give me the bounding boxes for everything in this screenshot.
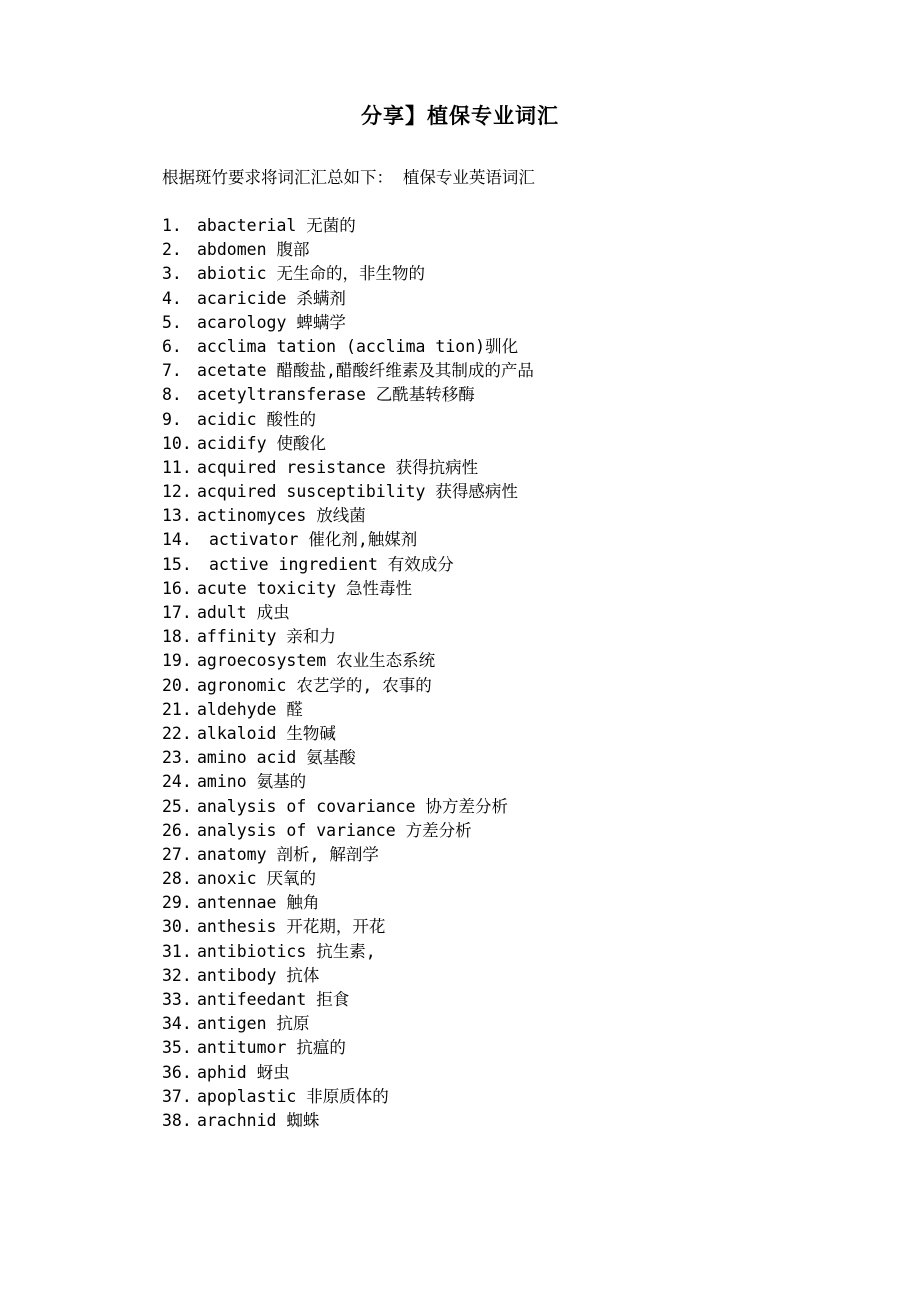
list-item [162,1061,552,1085]
item-number: 19. [162,651,192,671]
item-number: 22. [162,723,192,743]
vocabulary-list [162,214,552,1133]
item-number: 8. [162,385,182,405]
intro-paragraph: 根据斑竹要求将词汇汇总如下： 植保专业英语词汇 [162,168,535,187]
list-item [162,915,552,939]
item-text: acetate 醋酸盐,醋酸纤维素及其制成的产品 [197,361,534,381]
item-number: 14. [162,530,192,550]
item-number: 37. [162,1086,192,1106]
item-text: acclima tation (acclima tion)驯化 [197,336,519,356]
item-number: 9. [162,409,182,429]
item-text: antibiotics 抗生素, [197,941,376,961]
item-text: activator 催化剂,触媒剂 [209,530,418,550]
list-item [162,940,552,964]
list-item [162,988,552,1012]
item-text: antennae 触角 [197,893,320,913]
item-text: anthesis 开花期，开花 [197,917,386,937]
item-number: 11. [162,457,192,477]
item-text: acidify 使酸化 [197,433,326,453]
list-item [162,891,552,915]
item-text: acarology 蜱螨学 [197,312,346,332]
item-text: analysis of variance 方差分析 [197,820,472,840]
item-number: 32. [162,965,192,985]
item-number: 30. [162,917,192,937]
list-item [162,383,552,407]
list-item [162,649,552,673]
list-item [162,601,552,625]
item-text: acquired susceptibility 获得感病性 [197,482,518,502]
item-text: agroecosystem 农业生态系统 [197,651,436,671]
item-number: 18. [162,627,192,647]
list-item [162,577,552,601]
item-number: 2. [162,240,182,260]
list-item [162,214,552,238]
list-item [162,408,552,432]
list-item [162,287,552,311]
item-text: adult 成虫 [197,603,290,622]
item-number: 34. [162,1014,192,1034]
item-text: anatomy 剖析, 解剖学 [197,844,379,864]
item-text: aphid 蚜虫 [197,1062,290,1082]
item-text: aldehyde 醛 [197,699,303,719]
item-text: analysis of covariance 协方差分析 [197,796,508,816]
list-item [162,964,552,988]
item-text: arachnid 蜘蛛 [197,1110,320,1130]
item-text: amino 氨基的 [197,772,307,792]
item-number: 12. [162,482,192,502]
item-number: 25. [162,796,192,816]
item-number: 26. [162,820,192,840]
list-item [162,480,552,504]
item-number: 36. [162,1062,192,1082]
list-item [162,238,552,262]
document-title: 分享】植保专业词汇 [361,103,559,128]
list-item [162,359,552,383]
item-number: 4. [162,288,182,308]
item-text: agronomic 农艺学的, 农事的 [197,675,432,695]
item-number: 31. [162,941,192,961]
item-text: antigen 抗原 [197,1014,310,1034]
item-number: 7. [162,361,182,381]
item-text: apoplastic 非原质体的 [197,1086,389,1106]
list-item [162,1012,552,1036]
item-number: 13. [162,506,192,526]
item-number: 21. [162,699,192,719]
item-number: 5. [162,312,182,332]
item-number: 28. [162,869,192,889]
item-text: amino acid 氨基酸 [197,748,356,768]
list-item [162,335,552,359]
item-number: 16. [162,578,192,598]
list-item [162,698,552,722]
list-item [162,722,552,746]
list-item [162,553,552,577]
list-item [162,1036,552,1060]
item-number: 27. [162,844,192,864]
item-number: 6. [162,336,182,356]
item-text: actinomyces 放线菌 [197,506,366,526]
item-number: 15. [162,554,192,574]
item-text: affinity 亲和力 [197,627,336,647]
list-item [162,432,552,456]
list-item [162,843,552,867]
list-item [162,867,552,891]
list-item [162,625,552,649]
list-item [162,819,552,843]
list-item [162,795,552,819]
list-item [162,770,552,794]
list-item [162,674,552,698]
item-number: 23. [162,748,192,768]
item-number: 20. [162,675,192,695]
list-item [162,456,552,480]
item-text: antibody 抗体 [197,965,320,985]
item-number: 24. [162,772,192,792]
item-text: anoxic 厌氧的 [197,869,317,889]
item-text: antifeedant 拒食 [197,990,350,1009]
item-text: acute toxicity 急性毒性 [197,578,413,598]
item-text: antitumor 抗瘟的 [197,1038,346,1058]
item-text: abdomen 腹部 [197,240,310,260]
item-text: acaricide 杀螨剂 [197,288,346,308]
item-number: 1. [162,216,182,235]
item-number: 17. [162,603,192,622]
item-number: 29. [162,893,192,913]
item-text: acetyltransferase 乙酰基转移酶 [197,385,475,405]
item-text: alkaloid 生物碱 [197,723,336,743]
list-item [162,311,552,335]
list-item [162,1085,552,1109]
item-text: abiotic 无生命的，非生物的 [197,264,425,284]
list-item [162,746,552,770]
item-text: acquired resistance 获得抗病性 [197,457,479,477]
item-text: abacterial 无菌的 [197,216,356,235]
list-item [162,262,552,286]
list-item [162,1109,552,1133]
item-text: active ingredient 有效成分 [209,554,454,574]
list-item [162,504,552,528]
item-number: 38. [162,1110,192,1130]
item-number: 3. [162,264,182,284]
item-text: acidic 酸性的 [197,409,317,429]
item-number: 35. [162,1038,192,1058]
list-item [162,528,552,552]
item-number: 33. [162,990,192,1009]
item-number: 10. [162,433,192,453]
